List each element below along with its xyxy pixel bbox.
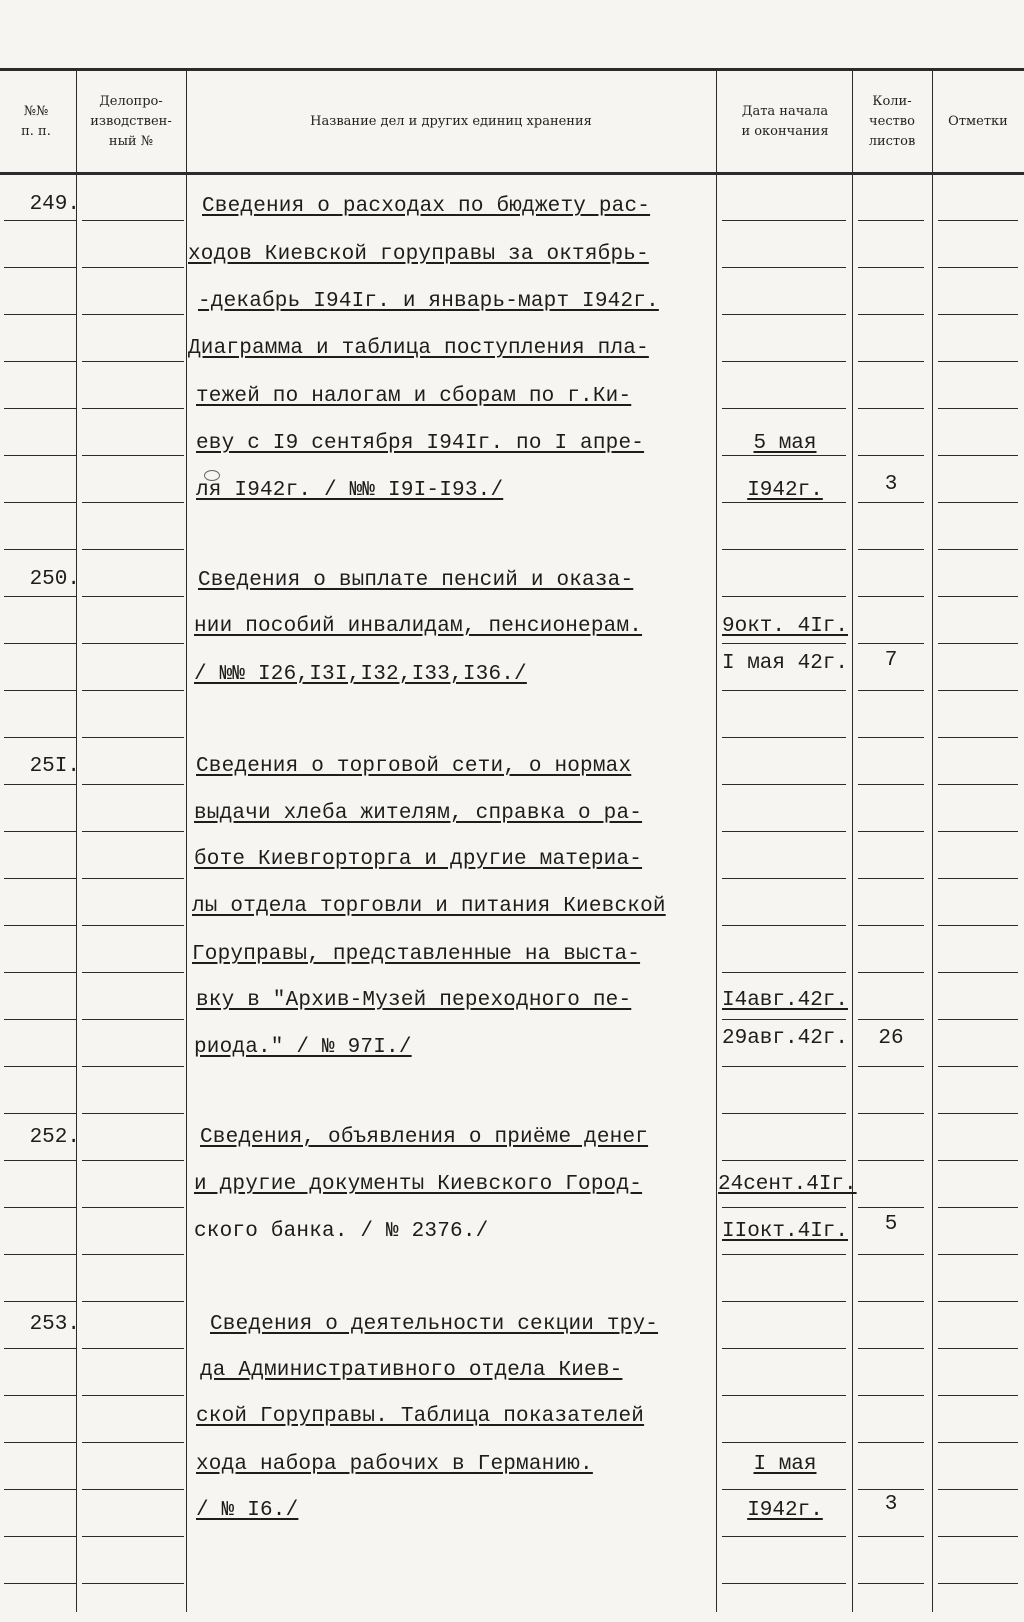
- entry-title-line: тежей по налогам и сборам по г.Ки-: [196, 385, 632, 408]
- header-col-dates: Дата начала и окончания: [741, 104, 829, 139]
- row-rule: [82, 1066, 184, 1067]
- row-rule: [858, 1207, 924, 1208]
- row-rule: [82, 878, 184, 879]
- row-rule: [938, 361, 1018, 362]
- row-rule: [82, 1160, 184, 1161]
- entry-date-end: I942г.: [747, 479, 823, 502]
- row-rule: [4, 737, 76, 738]
- entry-number: 250.: [29, 568, 80, 591]
- row-rule: [722, 1442, 846, 1443]
- row-rule: [858, 502, 924, 503]
- entry-date-end: I942г.: [747, 1499, 823, 1522]
- row-rule: [722, 643, 846, 644]
- entry-date-end: IIокт.4Iг.: [721, 1220, 849, 1243]
- row-rule: [82, 1113, 184, 1114]
- entry-title-line: ходов Киевской горуправы за октябрь-: [188, 243, 649, 266]
- row-rule: [82, 220, 184, 221]
- row-rule: [938, 784, 1018, 785]
- entry-title-line: еву с I9 сентября I94Iг. по I апре-: [196, 432, 645, 455]
- row-rule: [858, 925, 924, 926]
- row-rule: [722, 361, 846, 362]
- row-rule: [938, 1489, 1018, 1490]
- entry-date-start: I мая: [753, 1453, 817, 1476]
- header-top-rule: [0, 68, 1024, 71]
- entry-title-line: риода." / № 97I./: [194, 1036, 412, 1059]
- entry-title-line: боте Киевгорторга и другие материа-: [194, 848, 643, 871]
- row-rule: [938, 925, 1018, 926]
- header-col-sheets: Коли- чество листов: [868, 94, 916, 149]
- row-rule: [858, 737, 924, 738]
- row-rule: [938, 1066, 1018, 1067]
- row-rule: [82, 690, 184, 691]
- entry-sheet-count: 7: [884, 649, 898, 672]
- row-rule: [722, 1254, 846, 1255]
- row-rule: [938, 1113, 1018, 1114]
- row-rule: [858, 1019, 924, 1020]
- entry-title-line: ского банка. / № 2376./: [194, 1220, 489, 1243]
- row-rule: [722, 737, 846, 738]
- entry-title-line: Сведения о выплате пенсий и оказа-: [198, 569, 634, 592]
- row-rule: [82, 1395, 184, 1396]
- row-rule: [938, 1536, 1018, 1537]
- row-rule: [938, 1207, 1018, 1208]
- entry-sheet-count: 26: [878, 1027, 904, 1050]
- row-rule: [722, 1395, 846, 1396]
- entry-title-line: и другие документы Киевского Город-: [194, 1173, 643, 1196]
- row-rule: [858, 1160, 924, 1161]
- row-rule: [82, 455, 184, 456]
- row-rule: [858, 314, 924, 315]
- row-rule: [858, 1301, 924, 1302]
- row-rule: [4, 1160, 76, 1161]
- row-rule: [82, 1536, 184, 1537]
- row-rule: [4, 831, 76, 832]
- entry-title-line: лы отдела торговли и питания Киевской: [192, 895, 666, 918]
- entry-title-line: выдачи хлеба жителям, справка о ра-: [194, 802, 643, 825]
- entry-date-start: 9окт. 4Iг.: [721, 615, 849, 638]
- row-rule: [722, 1113, 846, 1114]
- entry-number: 25I.: [29, 755, 80, 778]
- row-rule: [722, 1536, 846, 1537]
- row-rule: [82, 972, 184, 973]
- entry-title-line: Сведения, объявления о приёме денег: [200, 1126, 649, 1149]
- row-rule: [938, 549, 1018, 550]
- row-rule: [722, 408, 846, 409]
- row-rule: [858, 972, 924, 973]
- row-rule: [938, 1395, 1018, 1396]
- row-rule: [722, 549, 846, 550]
- entry-title-line: Сведения о расходах по бюджету рас-: [202, 195, 651, 218]
- row-rule: [4, 1019, 76, 1020]
- row-rule: [82, 1254, 184, 1255]
- row-rule: [722, 925, 846, 926]
- row-rule: [82, 737, 184, 738]
- row-rule: [4, 220, 76, 221]
- row-rule: [82, 267, 184, 268]
- row-rule: [722, 1019, 846, 1020]
- entry-title-line: ля I942г. / №№ I9I-I93./: [196, 479, 504, 502]
- row-rule: [4, 925, 76, 926]
- entry-title-line: -декабрь I94Iг. и январь-март I942г.: [198, 290, 659, 313]
- row-rule: [722, 831, 846, 832]
- row-rule: [4, 1254, 76, 1255]
- row-rule: [938, 690, 1018, 691]
- row-rule: [858, 878, 924, 879]
- entry-title-line: нии пособий инвалидам, пенсионерам.: [194, 615, 643, 638]
- row-rule: [858, 267, 924, 268]
- entry-title-line: / №№ I26,I3I,I32,I33,I36./: [194, 663, 527, 686]
- row-rule: [4, 1207, 76, 1208]
- entry-number: 249.: [29, 193, 80, 216]
- row-rule: [858, 361, 924, 362]
- row-rule: [82, 502, 184, 503]
- row-rule: [4, 643, 76, 644]
- row-rule: [82, 1583, 184, 1584]
- row-rule: [82, 1019, 184, 1020]
- row-rule: [4, 455, 76, 456]
- row-rule: [4, 1348, 76, 1349]
- row-rule: [4, 1395, 76, 1396]
- entry-date-start: 5 мая: [753, 432, 817, 455]
- row-rule: [722, 1348, 846, 1349]
- entry-sheet-count: 3: [884, 1493, 898, 1516]
- row-rule: [82, 1348, 184, 1349]
- row-rule: [722, 1583, 846, 1584]
- row-rule: [858, 408, 924, 409]
- row-rule: [858, 1113, 924, 1114]
- entry-title-line: / № I6./: [196, 1499, 299, 1522]
- row-rule: [938, 643, 1018, 644]
- row-rule: [82, 408, 184, 409]
- row-rule: [858, 831, 924, 832]
- row-rule: [938, 267, 1018, 268]
- entry-title-line: Горуправы, представленные на выста-: [192, 943, 641, 966]
- row-rule: [4, 596, 76, 597]
- entry-number: 253.: [29, 1313, 80, 1336]
- row-rule: [858, 1066, 924, 1067]
- entry-title-line: хода набора рабочих в Германию.: [196, 1453, 593, 1476]
- row-rule: [938, 596, 1018, 597]
- header-col-title: Название дел и других единиц хранения: [310, 114, 592, 129]
- row-rule: [4, 1113, 76, 1114]
- row-rule: [82, 1207, 184, 1208]
- row-rule: [4, 549, 76, 550]
- row-rule: [722, 1066, 846, 1067]
- row-rule: [722, 972, 846, 973]
- row-rule: [722, 1301, 846, 1302]
- entry-title-line: Сведения о торговой сети, о нормах: [196, 755, 632, 778]
- row-rule: [938, 972, 1018, 973]
- row-rule: [722, 878, 846, 879]
- row-rule: [858, 643, 924, 644]
- row-rule: [4, 408, 76, 409]
- row-rule: [722, 220, 846, 221]
- row-rule: [82, 596, 184, 597]
- entry-date-end: I мая 42г.: [721, 652, 849, 675]
- row-rule: [4, 267, 76, 268]
- row-rule: [4, 1536, 76, 1537]
- row-rule: [858, 1348, 924, 1349]
- row-rule: [938, 1160, 1018, 1161]
- row-rule: [4, 784, 76, 785]
- row-rule: [938, 878, 1018, 879]
- entry-title-line: да Административного отдела Киев-: [200, 1359, 623, 1382]
- column-separator: [932, 68, 933, 1612]
- row-rule: [858, 220, 924, 221]
- row-rule: [938, 1301, 1018, 1302]
- entry-date-start: I4авг.42г.: [721, 989, 849, 1012]
- row-rule: [82, 1301, 184, 1302]
- row-rule: [858, 596, 924, 597]
- row-rule: [858, 1254, 924, 1255]
- entry-title-line: Сведения о деятельности секции тру-: [210, 1313, 659, 1336]
- entry-title-line: ской Горуправы. Таблица показателей: [196, 1405, 645, 1428]
- row-rule: [938, 1019, 1018, 1020]
- row-rule: [82, 925, 184, 926]
- row-rule: [938, 314, 1018, 315]
- row-rule: [82, 361, 184, 362]
- row-rule: [938, 502, 1018, 503]
- row-rule: [82, 784, 184, 785]
- header-col-number: №№ п. п.: [21, 104, 51, 139]
- row-rule: [858, 1442, 924, 1443]
- row-rule: [858, 784, 924, 785]
- column-separator: [76, 68, 77, 1612]
- row-rule: [4, 1301, 76, 1302]
- row-rule: [938, 737, 1018, 738]
- row-rule: [82, 643, 184, 644]
- row-rule: [938, 1583, 1018, 1584]
- row-rule: [82, 1489, 184, 1490]
- row-rule: [82, 314, 184, 315]
- header-col-notes: Отметки: [948, 114, 1008, 129]
- row-rule: [938, 1442, 1018, 1443]
- entry-title-line: вку в "Архив-Музей переходного пе-: [196, 989, 632, 1012]
- row-rule: [938, 1348, 1018, 1349]
- entry-sheet-count: 5: [884, 1213, 898, 1236]
- entry-sheet-count: 3: [884, 473, 898, 496]
- entry-number: 252.: [29, 1126, 80, 1149]
- row-rule: [4, 314, 76, 315]
- row-rule: [4, 972, 76, 973]
- row-rule: [722, 314, 846, 315]
- row-rule: [722, 596, 846, 597]
- row-rule: [82, 549, 184, 550]
- row-rule: [4, 1583, 76, 1584]
- row-rule: [858, 455, 924, 456]
- row-rule: [858, 690, 924, 691]
- entry-date-start: 24сент.4Iг.: [718, 1173, 857, 1196]
- row-rule: [938, 831, 1018, 832]
- header-bottom-rule: [0, 172, 1024, 175]
- row-rule: [4, 502, 76, 503]
- row-rule: [82, 831, 184, 832]
- column-separator: [186, 68, 187, 1612]
- row-rule: [938, 455, 1018, 456]
- row-rule: [4, 1442, 76, 1443]
- row-rule: [858, 1536, 924, 1537]
- row-rule: [722, 784, 846, 785]
- row-rule: [938, 220, 1018, 221]
- row-rule: [858, 1583, 924, 1584]
- row-rule: [722, 1207, 846, 1208]
- row-rule: [938, 1254, 1018, 1255]
- row-rule: [722, 267, 846, 268]
- row-rule: [858, 1395, 924, 1396]
- header-col-office-number: Делопро- изводствен- ный №: [90, 94, 172, 149]
- column-separator: [852, 68, 853, 1612]
- row-rule: [4, 878, 76, 879]
- row-rule: [722, 1489, 846, 1490]
- entry-date-end: 29авг.42г.: [721, 1027, 849, 1050]
- row-rule: [4, 1489, 76, 1490]
- row-rule: [4, 1066, 76, 1067]
- row-rule: [82, 1442, 184, 1443]
- row-rule: [4, 690, 76, 691]
- row-rule: [858, 549, 924, 550]
- row-rule: [4, 361, 76, 362]
- row-rule: [722, 1160, 846, 1161]
- entry-title-line: Диаграмма и таблица поступления пла-: [188, 337, 649, 360]
- row-rule: [722, 690, 846, 691]
- row-rule: [938, 408, 1018, 409]
